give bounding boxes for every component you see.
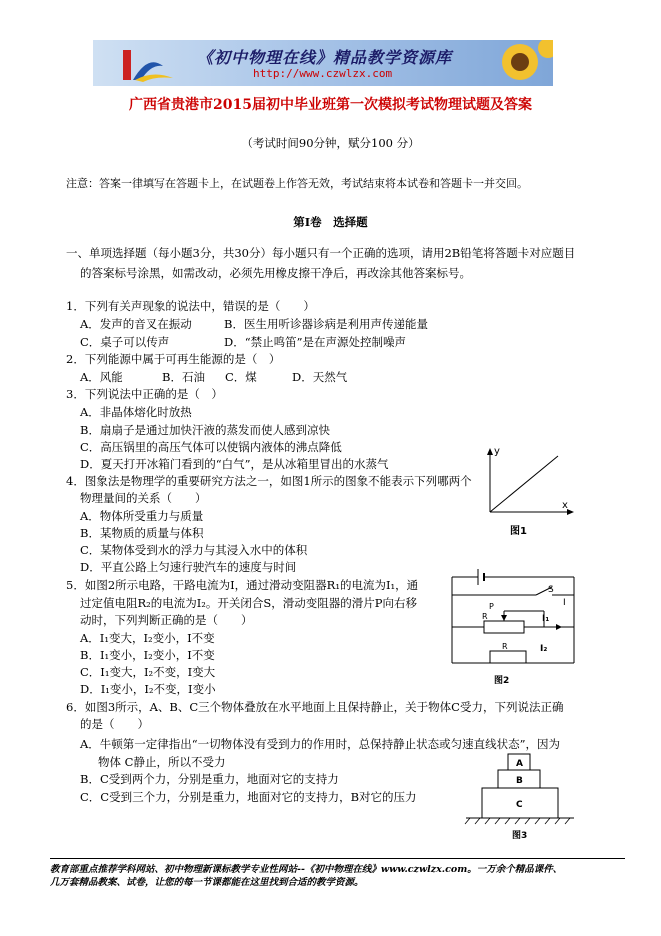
footer-line1: 教育部重点推荐学科网站、初中物理新课标教学专业性网站--《初中物理在线》www.czwlzx.com。一万余个精品课件、: [50, 864, 563, 875]
q4-option-a: A．物体所受重力与质量: [80, 509, 204, 523]
fig2-r2-label: R: [502, 642, 508, 651]
figure-3-blocks: [462, 752, 578, 842]
fig1-caption: 图1: [510, 526, 527, 537]
q2-option-d: D．天然气: [292, 370, 348, 384]
q3-option-d: D．夏天打开冰箱门看到的“白气”，是从冰箱里冒出的水蒸气: [80, 457, 389, 471]
q6-stem-line2: 的是（ ）: [80, 717, 149, 731]
q6-option-b: B．C受到两个力，分别是重力，地面对它的支持力: [80, 772, 339, 786]
q5-stem-line3: 动时，下列判断正确的是（ ）: [80, 613, 253, 627]
q2-option-c: C．煤: [225, 370, 257, 384]
q2-stem: 2．下列能源中属于可再生能源的是（ ）: [66, 352, 281, 366]
q1-option-c: C．桌子可以传声: [80, 335, 170, 349]
q4-stem-line1: 4．图象法是物理学的重要研究方法之一，如图1所示的图象不能表示下列哪两个: [66, 474, 472, 488]
q1-stem: 1．下列有关声现象的说法中，错误的是（ ）: [66, 299, 315, 313]
fig2-i2-label: I₂: [540, 644, 548, 654]
q4-option-d: D．平直公路上匀速行驶汽车的速度与时间: [80, 560, 297, 574]
section-intro-line2: 的答案标号涂黑，如需改动，必须先用橡皮擦干净后，再改涂其他答案标号。: [80, 266, 471, 280]
fig2-caption: 图2: [494, 676, 510, 686]
q3-option-a: A．非晶体熔化时放热: [80, 405, 192, 419]
fig1-x-label: x: [562, 500, 568, 511]
q5-stem-line1: 5．如图2所示电路，干路电流为I，通过滑动变阻器R₁的电流为I₁，通: [66, 578, 419, 592]
fig2-r1-label: R: [482, 612, 488, 621]
sunflower-icon: [488, 40, 553, 86]
q5-option-b: B．I₁变小，I₂变小，I不变: [80, 648, 215, 662]
banner-url[interactable]: http://www.czwlzx.com: [253, 67, 393, 80]
q4-option-c: C．某物体受到水的浮力与其浸入水中的体积: [80, 543, 308, 557]
fig2-i1-label: I₁: [542, 614, 550, 624]
q5-option-c: C．I₁变大，I₂不变，I变大: [80, 665, 216, 679]
q4-stem-line2: 物理量间的关系（ ）: [80, 491, 207, 505]
footer: [50, 858, 625, 889]
q2-option-b: B．石油: [162, 370, 205, 384]
q5-option-d: D．I₁变小，I₂不变，I变小: [80, 682, 216, 696]
exam-info: （考试时间90分钟，赋分100 分）: [241, 136, 420, 150]
q6-option-a-line2: 物体 C静止，所以不受力: [98, 755, 226, 769]
notice: 注意：答案一律填写在答题卡上，在试题卷上作答无效，考试结束将本试卷和答题卡一并交回。: [66, 177, 528, 190]
document-title: 广西省贵港市2015届初中毕业班第一次模拟考试物理试题及答案: [129, 97, 532, 113]
q4-option-b: B．某物质的质量与体积: [80, 526, 204, 540]
fig1-y-label: y: [494, 446, 500, 457]
logo-icon: [103, 44, 193, 84]
header-banner: [93, 40, 553, 86]
q6-option-a-line1: A．牛顿第一定律指出“一切物体没有受到力的作用时，总保持静止状态或匀速直线状态”，因为: [80, 737, 561, 751]
fig3-block-b: B: [516, 776, 523, 786]
fig2-slider-label: P: [489, 602, 494, 611]
q2-option-a: A．风能: [80, 370, 123, 384]
q1-option-b: B．医生用听诊器诊病是利用声传递能量: [224, 317, 428, 331]
q3-option-b: B．扇扇子是通过加快汗液的蒸发而使人感到凉快: [80, 423, 330, 437]
fig3-block-c: C: [516, 800, 523, 810]
fig2-switch-label: S: [548, 585, 554, 595]
q3-stem: 3．下列说法中正确的是（ ）: [66, 387, 223, 401]
q5-stem-line2: 过定值电阻R₂的电流为I₂。开关闭合S，滑动变阻器的滑片P向右移: [80, 596, 418, 610]
q5-option-a: A．I₁变大，I₂变小，I不变: [80, 631, 215, 645]
q6-option-c: C．C受到三个力，分别是重力，地面对它的支持力，B对它的压力: [80, 790, 417, 804]
fig3-caption: 图3: [512, 831, 528, 841]
q1-option-d: D．“禁止鸣笛”是在声源处控制噪声: [224, 335, 406, 349]
q3-option-c: C．高压锅里的高压气体可以使锅内液体的沸点降低: [80, 440, 342, 454]
section-intro-line1: 一、单项选择题（每小题3分，共30分）每小题只有一个正确的选项，请用2B铅笔将答题卡对应题目: [66, 246, 576, 260]
section-title: 第I卷 选择题: [293, 215, 368, 229]
footer-line2: 几万套精品教案、试卷，让您的每一节课都能在这里找到合适的教学资源。: [50, 877, 364, 888]
figure-2-circuit: [444, 565, 584, 690]
q1-option-a: A．发声的音叉在振动: [80, 317, 192, 331]
figure-1-graph: [478, 442, 578, 542]
fig2-i-label: I: [563, 598, 566, 608]
banner-title: 《初中物理在线》精品教学资源库: [197, 48, 453, 67]
q6-stem-line1: 6．如图3所示，A、B、C三个物体叠放在水平地面上且保持静止，关于物体C受力，下列说法正确: [66, 700, 564, 714]
fig3-block-a: A: [516, 759, 523, 769]
